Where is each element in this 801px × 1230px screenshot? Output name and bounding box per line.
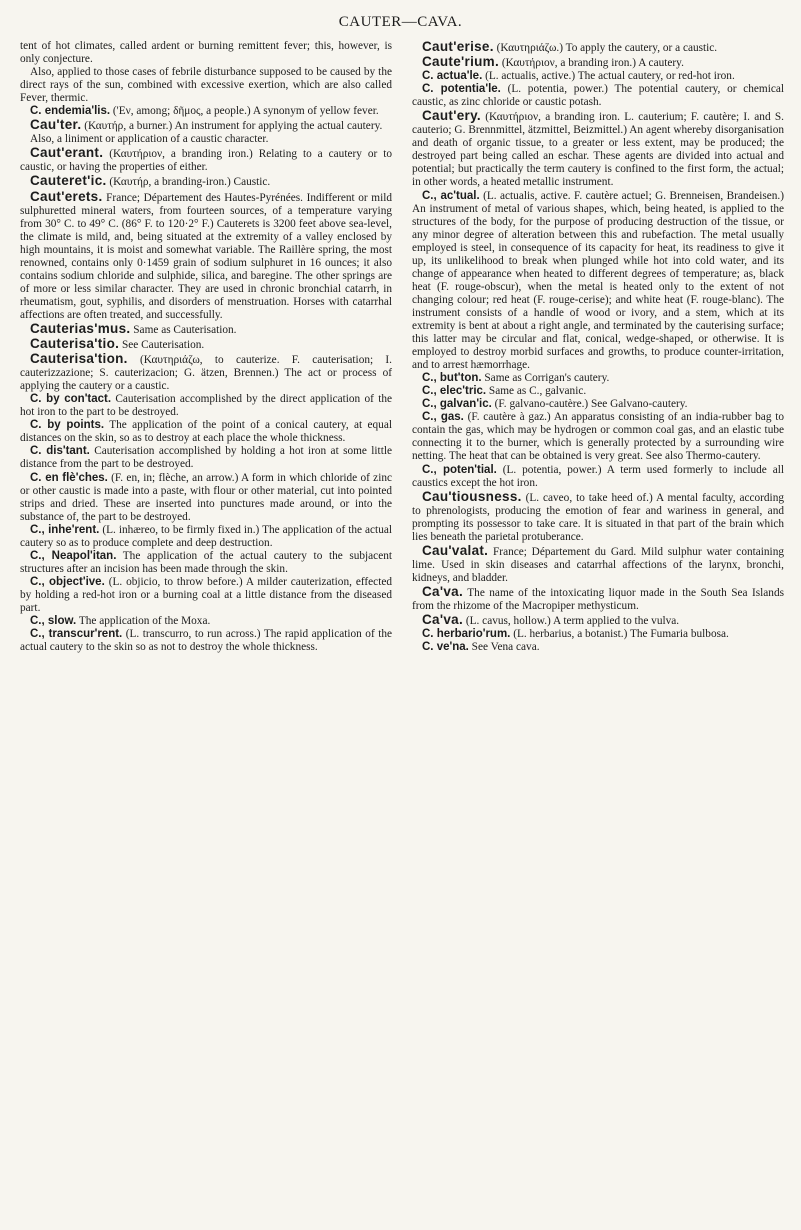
entry-prefix: C.,	[30, 615, 48, 628]
entry-prefix: C.	[422, 628, 437, 641]
entry-headword: Cauterisa'tion.	[30, 351, 128, 367]
entry-prefix: C.,	[30, 549, 52, 562]
dictionary-entry	[20, 393, 392, 419]
entry-body: The application of the point of a conical cautery, at equal distances on the skin, so as to destroy at each place the whole thickness.	[20, 419, 392, 445]
dictionary-entry	[412, 190, 784, 373]
dictionary-entry	[412, 490, 784, 544]
entry-body: (Καυτήριον, a branding iron.) A cautery.	[499, 57, 684, 70]
dictionary-entry	[412, 55, 784, 70]
entry-headword: actua'le.	[436, 70, 483, 83]
dictionary-entry	[412, 464, 784, 490]
entry-headword: Caute'rium.	[422, 54, 500, 70]
entry-body: Same as Cauterisation.	[130, 323, 237, 336]
entry-body: (F. en, in; flèche, an arrow.) A form in which chloride of zinc or other caustic is made into a paste, with flour or other material, cut into pointed strips and dried. These are inserted into punctures made around, or into the substance of, the part to be destroyed.	[20, 471, 392, 523]
entry-headword: Caut'ery.	[422, 108, 481, 124]
entry-body: The name of the intoxicating liquor made in the South Sea Islands from the rhizome of the Macropiper methysticum.	[412, 586, 784, 612]
entry-headword: elec'tric.	[439, 385, 487, 398]
entry-body: (L. cavus, hollow.) A term applied to the vulva.	[463, 615, 680, 628]
right-column	[412, 40, 784, 654]
entry-headword: en flè'ches.	[45, 471, 108, 484]
entry-headword: ac'tual.	[440, 189, 480, 202]
entry-body: (L. inhæreo, to be firmly fixed in.) The application of the actual cautery so as to produce complete and deep destruction.	[20, 523, 392, 549]
entry-body: (Καυτηριάζω, to cauterize. F. cauterisation; I. cauterizzazione; S. cauterizacion; G. ätzen, Brennen.) The act or process of applying the cautery or a caustic.	[20, 354, 392, 393]
dictionary-entry	[20, 524, 392, 550]
entry-body: Same as C., galvanic.	[486, 385, 587, 398]
dictionary-entry	[412, 385, 784, 398]
entry-headword: endemia'lis.	[44, 105, 111, 118]
entry-prefix: C.	[30, 471, 46, 484]
dictionary-entry	[20, 419, 392, 445]
entry-headword: Cau'ter.	[30, 117, 82, 133]
entry-headword: herbario'rum.	[436, 628, 511, 641]
entry-prefix: C.	[30, 445, 47, 458]
running-head: CAUTER—CAVA.	[338, 14, 463, 30]
dictionary-entry	[20, 66, 392, 105]
dictionary-entry	[20, 615, 392, 628]
dictionary-entry	[412, 585, 784, 613]
entry-body: Cauterisation accomplished by the direct application of the hot iron to the part to be destroyed.	[20, 393, 392, 419]
entry-body: The application of the actual cautery to the subjacent structures after an incision has been made through the skin.	[20, 549, 393, 575]
entry-body: Same as Corrigan's cautery.	[481, 372, 610, 385]
dictionary-entry	[412, 109, 784, 189]
entry-body: (Καυτηριάζω.) To apply the cautery, or a caustic.	[493, 42, 718, 54]
entry-headword: inhe'rent.	[48, 523, 100, 536]
entry-headword: dis'tant.	[46, 445, 90, 458]
entry-body: France; Département du Gard. Mild sulphur water containing lime. Used in skin diseases and catarrhal affections of the larynx, bronchi, kidneys, and bladder.	[412, 545, 784, 584]
entry-headword: Neapol'itan.	[51, 549, 117, 562]
entry-headword: Caut'erise.	[422, 39, 494, 54]
entry-headword: object'ive.	[48, 575, 105, 588]
dictionary-entry	[20, 190, 392, 322]
entry-body: Also, a liniment or application of a caustic character.	[30, 133, 269, 146]
entry-headword: Cauterias'mus.	[30, 320, 131, 336]
entry-body: (L. actualis, active.) The actual cautery, or red-hot iron.	[482, 70, 735, 83]
dictionary-entry	[20, 146, 392, 174]
entry-body: (L. herbarius, a botanist.) The Fumaria bulbosa.	[510, 628, 729, 641]
entry-prefix: C.	[422, 83, 441, 96]
dictionary-entry	[20, 576, 392, 615]
entry-body: (F. cautère à gaz.) An apparatus consisting of an india-rubber bag to contain the gas, which may be hydrogen or common coal gas, and an elastic tube connecting it to the burner, which is generally protected by a surrounding wire netting. The heat that can be obtained is very great. See also Thermo-cautery.	[412, 411, 785, 463]
entry-body: ('Εν, among; δῆμος, a people.) A synonym of yellow fever.	[110, 105, 379, 118]
entry-body: (Καυτήρ, a branding-iron.) Caustic.	[106, 176, 271, 189]
entry-headword: Ca'va.	[422, 612, 464, 628]
entry-headword: Cauterisa'tio.	[30, 336, 120, 352]
entry-prefix: C.,	[30, 628, 49, 641]
dictionary-entry	[20, 174, 392, 189]
entry-body: (L. potentia, power.) A term used formerly to include all caustics except the hot iron.	[412, 463, 785, 489]
dictionary-entry	[412, 411, 784, 463]
entry-prefix: C.,	[422, 189, 441, 202]
dictionary-entry	[20, 352, 392, 393]
entry-headword: gas.	[440, 411, 464, 424]
dictionary-entry	[412, 70, 784, 83]
entry-prefix: C.,	[422, 372, 440, 385]
entry-body: (F. galvano-cautère.) See Galvano-cautery.	[491, 398, 688, 411]
dictionary-entry	[20, 322, 392, 337]
entry-prefix: C.,	[422, 463, 443, 476]
dictionary-entry	[412, 544, 784, 585]
entry-headword: slow.	[47, 615, 77, 628]
entry-body: See Cauterisation.	[119, 339, 205, 352]
dictionary-entry	[412, 613, 784, 628]
dictionary-entry	[20, 628, 392, 654]
entry-headword: by points.	[47, 419, 105, 432]
dictionary-entry	[412, 83, 784, 109]
entry-headword: transcur'rent.	[48, 628, 123, 641]
entry-headword: Caut'erets.	[30, 188, 103, 204]
entry-headword: but'ton.	[439, 372, 482, 385]
entry-prefix: C.	[422, 70, 437, 83]
entry-prefix: C.	[30, 105, 45, 118]
entry-body: (L. objicio, to throw before.) A milder cauterization, effected by holding a red-hot iron or a burning coal at a little distance from the diseased part.	[20, 575, 392, 614]
dictionary-entry	[20, 40, 392, 66]
dictionary-entry	[412, 641, 784, 654]
dictionary-entry	[412, 372, 784, 385]
entry-body: France; Département des Hautes-Pyrénées. Indifferent or mild sulphuretted mineral waters, from fourteen sources, of a temperature varying from 30° C. to 49° C. (86° F. to 120·2° F.) Cauterets is 3200 feet above sea-level, the climate is mild, and, being situated at the extremity of a valley enclosed by high mountains, it is moist and somewhat variable. The Raillère spring, the most renowned, contains only 0·1459 grain of sodium sulphuret in 16 ounces; it also contains sodium chloride and sulphide, silica, and baregine. The other springs are of more or less similar character. They are used in chronic bronchial catarrh, in rheumatism, gout, syphilis, and disorders of menstruation. Horses with catarrhal affections are often treated, and successfully.	[20, 191, 392, 321]
entry-body: (L. potentia, power.) The potential cautery, or chemical caustic, as zinc chloride or caustic potash.	[412, 83, 784, 109]
dictionary-entry	[20, 337, 392, 352]
dictionary-entry	[20, 550, 392, 576]
entry-body: (Καυτήριον, a branding iron. L. cauterium; F. cautère; I. and S. cauterio; G. Brennmittel, ätzmittel, Beizmittel.) An agent whereby disorganisation and death of organic tissue, to a greater or less extent, may be produced; the destroyed part being called an eschar. These agents are divided into actual and potential; but practically the term cautery is confined to the first form, the actual; in other words, a heated metallic instrument.	[412, 111, 784, 189]
entry-headword: Cauteret'ic.	[30, 173, 107, 189]
dictionary-entry	[20, 118, 392, 133]
entry-body: See Vena cava.	[468, 641, 540, 654]
entry-prefix: C.	[30, 393, 47, 406]
entry-body: Cauterisation accomplished by holding a hot iron at some little distance from the part to be destroyed.	[20, 445, 392, 471]
entry-prefix: C.,	[30, 575, 49, 588]
entry-headword: potentia'le.	[440, 83, 501, 96]
entry-body: (Καυτήριον, a branding iron.) Relating to a cautery or to caustic, or having the properties of either.	[20, 148, 392, 174]
dictionary-entry	[20, 445, 392, 471]
entry-body: tent of hot climates, called ardent or burning remittent fever; this, however, is only conjecture.	[20, 40, 392, 66]
left-column	[20, 40, 392, 654]
dictionary-entry	[412, 628, 784, 641]
entry-prefix: C.,	[30, 523, 49, 536]
entry-prefix: C.	[422, 641, 437, 654]
dictionary-entry	[412, 398, 784, 411]
entry-headword: by con'tact.	[46, 393, 112, 406]
entry-headword: poten'tial.	[442, 463, 497, 476]
entry-body: The application of the Moxa.	[76, 615, 211, 628]
entry-body: (L. caveo, to take heed of.) A mental faculty, according to phrenologists, producing the emotion of fear and wariness in general, and prompting its possessor to take care. It is situated in that part of the brain which lies beneath the parietal protuberance.	[412, 491, 784, 543]
entry-body: (Καυτήρ, a burner.) An instrument for applying the actual cautery.	[81, 120, 383, 133]
entry-headword: Cau'valat.	[422, 542, 489, 558]
entry-headword: Cau'tiousness.	[422, 488, 522, 504]
entry-headword: ve'na.	[436, 641, 469, 654]
entry-prefix: C.,	[422, 385, 440, 398]
dictionary-entry	[412, 40, 784, 55]
dictionary-entry	[20, 472, 392, 524]
entry-prefix: C.,	[422, 411, 441, 424]
entry-headword: galvan'ic.	[439, 398, 492, 411]
entry-body: (L. actualis, active. F. cautère actuel; G. Brenneisen, Brandeisen.) An instrument of metal of various shapes, which, being heated, is applied to the structures of the body, for the purpose of producing destruction of the tissue, or any minor degree of alteration between this and rubefaction. The metal usually employed is steel, in consequence of its capacity for heat, its readiness to give it up, its unlikelihood to break when plunged while hot into cold water, and its change of appearance when heated to different degrees of temperature; as, black heat (F. rouge-obscur), when the metal is heated only to the extent of not changing colour; red heat (F. rouge-cerise); and white heat (F. rouge-blanc). The instrument consists of a handle of wood or ivory, and a stem, which at its extremity is bent at about a right angle, and terminated by the cauterising surface; this latter may be circular and flat, conical, wedge-shaped, or otherwise. It is employed to destroy morbid surfaces and growths, to produce counter-irritation, and to arrest hæmorrhage.	[412, 189, 784, 372]
entry-headword: Caut'erant.	[30, 145, 104, 161]
entry-body: Also, applied to those cases of febrile disturbance supposed to be caused by the direct rays of the sun, combined with excessive exertion, which are also called Fever, thermic.	[20, 66, 392, 105]
entry-prefix: C.	[30, 419, 48, 432]
entry-headword: Ca'va.	[422, 583, 464, 599]
entry-prefix: C.,	[422, 398, 440, 411]
entry-body: (L. transcurro, to run across.) The rapid application of the actual cautery to the skin so as not to destroy the whole thickness.	[20, 628, 393, 654]
